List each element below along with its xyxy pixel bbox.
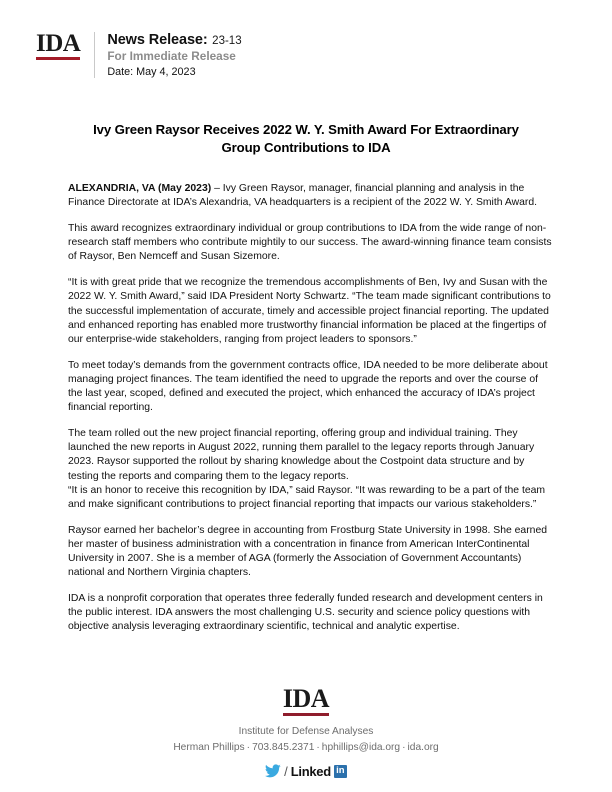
footer-ida-logo (283, 686, 329, 716)
paragraph-dateline (68, 182, 555, 210)
body-copy (68, 182, 555, 634)
paragraph-raysor-quote: “It is an honor to receive this recognition by IDA,” said Raysor. “It was rewarding to be a part of the team and make significant contributions to project financial reporting that impacts our various stakeholders.” (68, 484, 546, 510)
page-title: Ivy Green Raysor Receives 2022 W. Y. Smith Award For Extraordinary Group Contributions to IDA (93, 122, 519, 155)
contact-email[interactable]: hphillips@ida.org (321, 742, 401, 754)
paragraph-background: To meet today’s demands from the government contracts office, IDA needed to be more deliberate about managing project finances. The team identified the need to upgrade the reports and over the course of the last year, scoped, defined and executed the project, which enhanced the accuracy of IDA’s project financial reporting. (68, 359, 548, 414)
paragraph-rollout-text: The team rolled out the new project financial reporting, offering group and individual training. They launched the new reports in August 2022, running them parallel to the legacy reports through January 2023. Raysor supported the rollout by sharing knowledge about the Costpoint data structure and by testing the reports and comparing them to the legacy reports. (68, 427, 535, 482)
footer-ida-logo-text: IDA (282, 684, 330, 714)
linkedin-word[interactable]: Linked (290, 763, 331, 779)
ida-logo-text: IDA (36, 30, 81, 57)
news-release-colon: : (202, 32, 208, 48)
contact-website[interactable]: ida.org (407, 742, 439, 754)
paragraph-boilerplate: IDA is a nonprofit corporation that operates three federally funded research and development centers in the public interest. IDA answers the most challenging U.S. security and science policy questions with objective analysis leveraging extraordinary scientific, technical and analytic expertise. (68, 592, 543, 633)
contact-separator-2: · (316, 742, 320, 754)
news-release-label: News Release (107, 32, 203, 48)
news-release-line (107, 31, 241, 49)
organization-name: Institute for Defense Analyses (238, 726, 374, 738)
paragraph-rollout (68, 427, 555, 512)
paragraph-award-description: This award recognizes extraordinary individual or group contributions to IDA from the wide range of non-research staff members who contribute mightily to our success. The award-winning finance team consists of Raysor, Ben Nemceff and Susan Sizemore. (68, 223, 552, 263)
contact-phone[interactable]: 703.845.2371 (252, 742, 315, 754)
twitter-bird-icon[interactable] (265, 764, 281, 778)
paragraph-president-quote: “It is with great pride that we recognize the tremendous accomplishments of Ben, Ivy and Susan with the 2022 W. Y. Smith Award,” said IDA President Norty Schwartz. “The team made significant contributions to the successful implementation of accurate, timely and accessible project financial reporting. The updated and enhanced reporting has enabled more trustworthy financial information be placed at the fingertips of our enterprise-wide stakeholders, ranging from project leaders to sponsors.” (68, 277, 551, 345)
footer-ida-logo-underline (283, 713, 329, 716)
release-date: Date: May 4, 2023 (107, 65, 196, 78)
social-links (0, 764, 612, 778)
dateline: ALEXANDRIA, VA (May 2023) (68, 183, 212, 195)
masthead-text-block (107, 31, 241, 79)
news-release-number: 23-13 (212, 35, 242, 47)
for-immediate-release-label: For Immediate Release (107, 48, 236, 63)
contact-name: Herman Phillips (173, 742, 245, 754)
ida-logo-underline (36, 57, 80, 60)
masthead (0, 0, 612, 80)
linkedin-icon[interactable]: in (334, 765, 347, 778)
paragraph-biography: Raysor earned her bachelor’s degree in accounting from Frostburg State University in 1998. She earned her master of business administration with a concentration in finance from American InterContinental University in 2007. She is a member of AGA (formerly the Association of Government Accountants) national and Northern Virginia chapters. (68, 524, 548, 579)
paragraph-text: – Ivy Green Raysor, manager, financial planning and analysis in the Finance Directorate at IDA’s Alexandria, VA headquarters is a recipient of the 2022 W. Y. Smith Award. (68, 183, 537, 209)
contact-line (0, 741, 612, 756)
ida-logo (36, 31, 94, 60)
footer (0, 686, 612, 778)
contact-separator-1: · (246, 742, 251, 754)
contact-separator-3: · (402, 742, 406, 754)
social-slash-separator: / (284, 763, 288, 779)
masthead-divider (94, 32, 95, 78)
